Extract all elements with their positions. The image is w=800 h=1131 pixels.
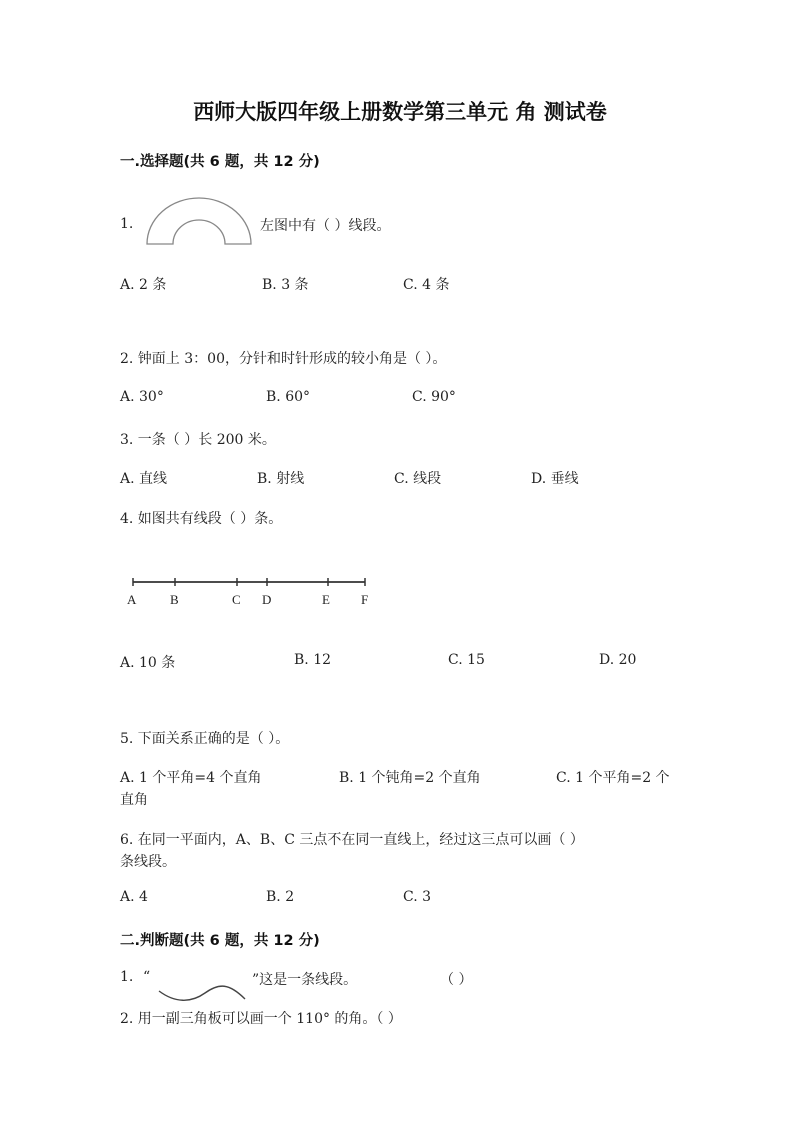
q5-option-c-wrap: 直角 xyxy=(120,792,148,808)
point-label-b: B xyxy=(170,592,179,607)
judgement-2-text: 2. 用一副三角板可以画一个 110° 的角。（ ） xyxy=(120,1011,402,1027)
q4-option-b[interactable]: B. 12 xyxy=(294,652,332,668)
q1-option-c[interactable]: C. 4 条 xyxy=(403,277,450,293)
segment-figure xyxy=(125,574,385,610)
q4-option-c[interactable]: C. 15 xyxy=(448,652,485,668)
q4-option-d[interactable]: D. 20 xyxy=(599,652,637,668)
q6-option-a[interactable]: A. 4 xyxy=(120,889,148,905)
question-2-text: 2. 钟面上 3：00，分针和时针形成的较小角是（ ）。 xyxy=(120,351,447,367)
point-label-e: E xyxy=(322,592,330,607)
q1-option-a[interactable]: A. 2 条 xyxy=(120,277,167,293)
q3-option-b[interactable]: B. 射线 xyxy=(257,471,305,487)
q5-option-a[interactable]: A. 1 个平角=4 个直角 xyxy=(120,770,262,786)
q1-option-b[interactable]: B. 3 条 xyxy=(262,277,309,293)
point-label-c: C xyxy=(232,592,241,607)
judgement-1-number: 1. xyxy=(120,969,134,985)
section-heading-judgement: 二.判断题(共 6 题，共 12 分) xyxy=(120,933,320,949)
q2-option-b[interactable]: B. 60° xyxy=(266,389,311,405)
judgement-1-text: ”这是一条线段。 xyxy=(252,972,358,988)
q5-option-b[interactable]: B. 1 个钝角=2 个直角 xyxy=(339,770,481,786)
point-label-a: A xyxy=(127,592,137,607)
question-1-text: 左图中有（ ）线段。 xyxy=(260,218,391,234)
q2-option-c[interactable]: C. 90° xyxy=(412,389,456,405)
question-6-line1: 6. 在同一平面内，A、B、C 三点不在同一直线上，经过这三点可以画（ ） xyxy=(120,832,584,848)
point-label-d: D xyxy=(262,592,272,607)
question-5-text: 5. 下面关系正确的是（ ）。 xyxy=(120,731,290,747)
question-4-text: 4. 如图共有线段（ ）条。 xyxy=(120,511,283,527)
section-heading-choice: 一.选择题(共 6 题，共 12 分) xyxy=(120,154,320,170)
judgement-1-answer-paren[interactable]: （ ） xyxy=(440,972,473,988)
q6-option-c[interactable]: C. 3 xyxy=(403,889,432,905)
arch-figure xyxy=(143,192,255,250)
q5-option-c[interactable]: C. 1 个平角=2 个 xyxy=(556,770,670,786)
q6-option-b[interactable]: B. 2 xyxy=(266,889,295,905)
q3-option-d[interactable]: D. 垂线 xyxy=(531,471,579,487)
question-1-number: 1. xyxy=(120,216,134,232)
judgement-1-open-quote: “ xyxy=(143,969,151,985)
q3-option-a[interactable]: A. 直线 xyxy=(120,471,168,487)
question-6-line2: 条线段。 xyxy=(120,854,176,870)
page-title: 西师大版四年级上册数学第三单元 角 测试卷 xyxy=(193,100,607,124)
q2-option-a[interactable]: A. 30° xyxy=(120,389,164,405)
question-3-text: 3. 一条（ ）长 200 米。 xyxy=(120,432,276,448)
point-label-f: F xyxy=(361,592,369,607)
curve-line-figure xyxy=(157,981,249,1005)
q4-option-a[interactable]: A. 10 条 xyxy=(120,655,176,671)
q3-option-c[interactable]: C. 线段 xyxy=(394,471,442,487)
